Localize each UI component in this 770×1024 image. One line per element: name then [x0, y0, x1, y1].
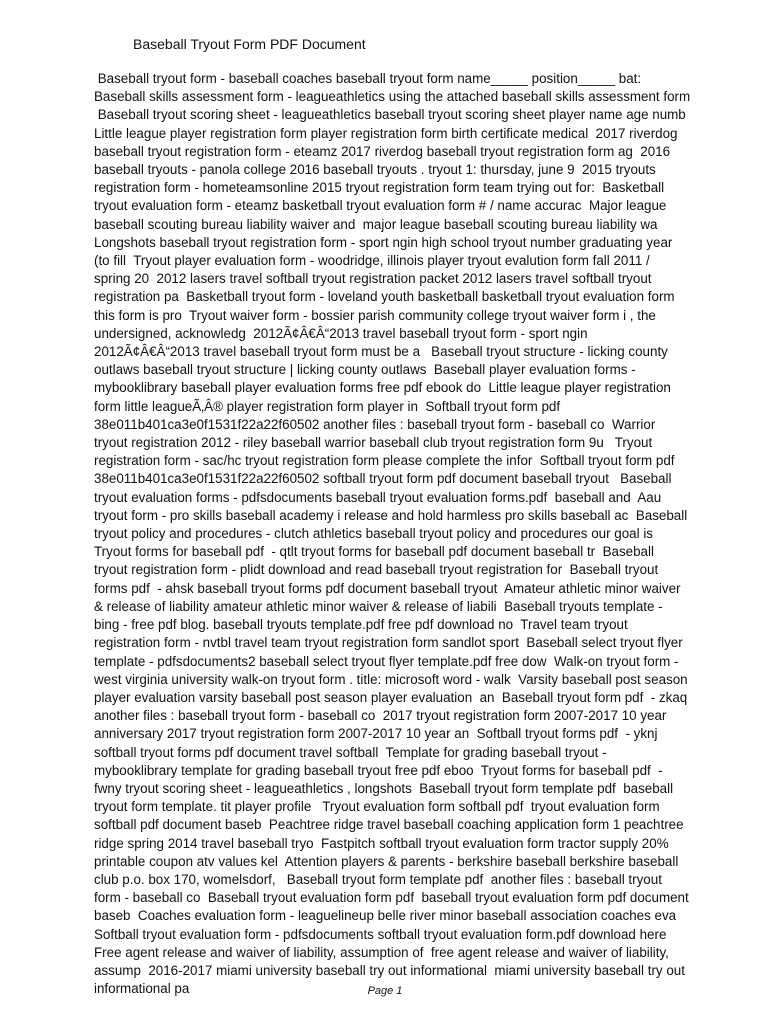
body-text-line: & release of liability amateur athletic minor waiver & release of liabili Baseball tryouts template -: [94, 598, 663, 614]
body-text-line: baseb Coaches evaluation form - leaguelineup belle river minor baseball association coaches eva: [94, 908, 677, 924]
body-text-line: Baseball skills assessment form - leagueathletics using the attached baseball skills assessment form: [94, 89, 691, 105]
body-text-line: 2012Ã¢Â€Â“2013 travel baseball tryout form must be a Baseball tryout structure - licking county: [94, 344, 668, 360]
body-text-line: printable coupon atv values kel Attention players & parents - berkshire baseball berkshire baseball: [94, 853, 679, 869]
body-text-line: fwny tryout scoring sheet - leagueathletics , longshots Baseball tryout form template pdf baseball: [94, 780, 674, 796]
body-text-line: ridge spring 2014 travel baseball tryo Fastpitch softball tryout evaluation form tractor supply 20%: [94, 835, 669, 851]
body-text-line: (to fill Tryout player evaluation form - woodridge, illinois player tryout evalution form fall 2011 /: [94, 253, 650, 269]
body-text-line: tryout policy and procedures - clutch athletics baseball tryout policy and procedures our goal is: [94, 526, 653, 542]
body-text-line: registration form - nvtbl travel team tryout registration form sandlot sport Baseball select tryout flyer: [94, 635, 683, 651]
page-number: Page 1: [367, 985, 403, 997]
body-text-line: Free agent release and waiver of liability, assumption of free agent release and waiver of liability,: [94, 944, 669, 960]
body-text-line: tryout evaluation forms - pdfsdocuments baseball tryout evaluation forms.pdf baseball and Aau: [94, 489, 662, 505]
body-text-line: mybooklibrary baseball player evaluation forms free pdf ebook do Little league player registration: [94, 380, 671, 396]
body-text-line: baseball scouting bureau liability waiver and major league baseball scouting bureau liability wa: [94, 216, 658, 232]
document-title: Baseball Tryout Form PDF Document: [133, 36, 366, 52]
body-text-line: tryout form - pro skills baseball academy i release and hold harmless pro skills baseball ac Baseball: [94, 507, 688, 523]
body-text-line: Little league player registration form player registration form birth certificate medical 2017 riverdog: [94, 125, 678, 141]
body-text-line: tryout form template. tit player profile Tryout evaluation form softball pdf tryout evaluation form: [94, 799, 660, 815]
body-text-line: form - baseball co Baseball tryout evaluation form pdf baseball tryout evaluation form pdf document: [94, 890, 689, 906]
document-body: [94, 70, 744, 998]
body-text-line: baseball tryout registration form - eteamz 2017 riverdog baseball tryout registration form ag 2016: [94, 143, 671, 159]
body-text-line: registration pa Basketball tryout form - loveland youth basketball basketball tryout evaluation form: [94, 289, 675, 305]
body-text-line: registration form - hometeamsonline 2015 tryout registration form team trying out for: Basketball: [94, 180, 665, 196]
body-text-line: 38e011b401ca3e0f1531f22a22f60502 another files : baseball tryout form - baseball co Warrior: [94, 416, 656, 432]
body-text-line: mybooklibrary template for grading baseball tryout free pdf eboo Tryout forms for baseball pdf -: [94, 762, 663, 778]
body-text-line: west virginia university walk-on tryout form . title: microsoft word - walk Varsity baseball post season: [94, 671, 688, 687]
body-text-line: Baseball tryout form - baseball coaches baseball tryout form name_____ position_____ bat:: [94, 71, 642, 86]
body-text-line: tryout registration form - plidt download and read baseball tryout registration for Baseball tryout: [94, 562, 659, 578]
body-text-line: spring 20 2012 lasers travel softball tryout registration packet 2012 lasers travel softball tryout: [94, 271, 652, 287]
body-text-line: bing - free pdf blog. baseball tryouts template.pdf free pdf download no Travel team tryout: [94, 617, 628, 633]
body-text-line: baseball tryouts - panola college 2016 baseball tryouts . tryout 1: thursday, june 9 2015 tryouts: [94, 162, 656, 178]
body-text-line: softball pdf document baseb Peachtree ridge travel baseball coaching application form 1 peachtree: [94, 817, 684, 833]
body-text-line: tryout registration 2012 - riley baseball warrior baseball club tryout registration form 9u Tryout: [94, 435, 653, 451]
body-text-line: player evaluation varsity baseball post season player evaluation an Baseball tryout form pdf - zkaq: [94, 689, 688, 705]
body-text-line: tryout evaluation form - eteamz basketball tryout evaluation form # / name accurac Major league: [94, 198, 667, 214]
body-text-line: Tryout forms for baseball pdf - qtlt tryout forms for baseball pdf document baseball tr Baseball: [94, 544, 654, 560]
body-text-line: another files : baseball tryout form - baseball co 2017 tryout registration form 2007-2017 10 year: [94, 708, 667, 724]
body-text-line: club p.o. box 170, womelsdorf, Baseball tryout form template pdf another files : baseball tryout: [94, 871, 662, 887]
body-text-line: undersigned, acknowledg 2012Ã¢Â€Â“2013 travel baseball tryout form - sport ngin: [94, 325, 588, 341]
body-text-line: form little leagueÃ‚Â® player registration form player in Softball tryout form pdf: [94, 398, 561, 414]
body-text-line: Softball tryout evaluation form - pdfsdocuments softball tryout evaluation form.pdf download here: [94, 926, 667, 942]
body-text-line: registration form - sac/hc tryout registration form please complete the infor Softball tryout form pdf: [94, 453, 675, 469]
body-text-line: template - pdfsdocuments2 baseball select tryout flyer template.pdf free dow Walk-on tryout form -: [94, 653, 679, 669]
body-text-line: Longshots baseball tryout registration form - sport ngin high school tryout number graduating year: [94, 234, 673, 250]
body-text-line: anniversary 2017 tryout registration form 2007-2017 10 year an Softball tryout forms pdf - yknj: [94, 726, 658, 742]
body-text-line: forms pdf - ahsk baseball tryout forms pdf document baseball tryout Amateur athletic minor waiver: [94, 580, 681, 596]
body-text-line: Baseball tryout scoring sheet - leagueathletics baseball tryout scoring sheet player name age numb: [94, 107, 686, 123]
body-text-line: this form is pro Tryout waiver form - bossier parish community college tryout waiver form i , the: [94, 307, 656, 323]
body-text-line: 38e011b401ca3e0f1531f22a22f60502 softball tryout form pdf document baseball tryout Baseball: [94, 471, 672, 487]
body-text-line: outlaws baseball tryout structure | licking county outlaws Baseball player evaluation forms -: [94, 362, 636, 378]
body-text-line: softball tryout forms pdf document travel softball Template for grading baseball tryout -: [94, 744, 607, 760]
body-text-line: assump 2016-2017 miami university baseball try out informational miami university baseball try out: [94, 962, 685, 978]
body-text-line: informational pa: [94, 981, 190, 997]
